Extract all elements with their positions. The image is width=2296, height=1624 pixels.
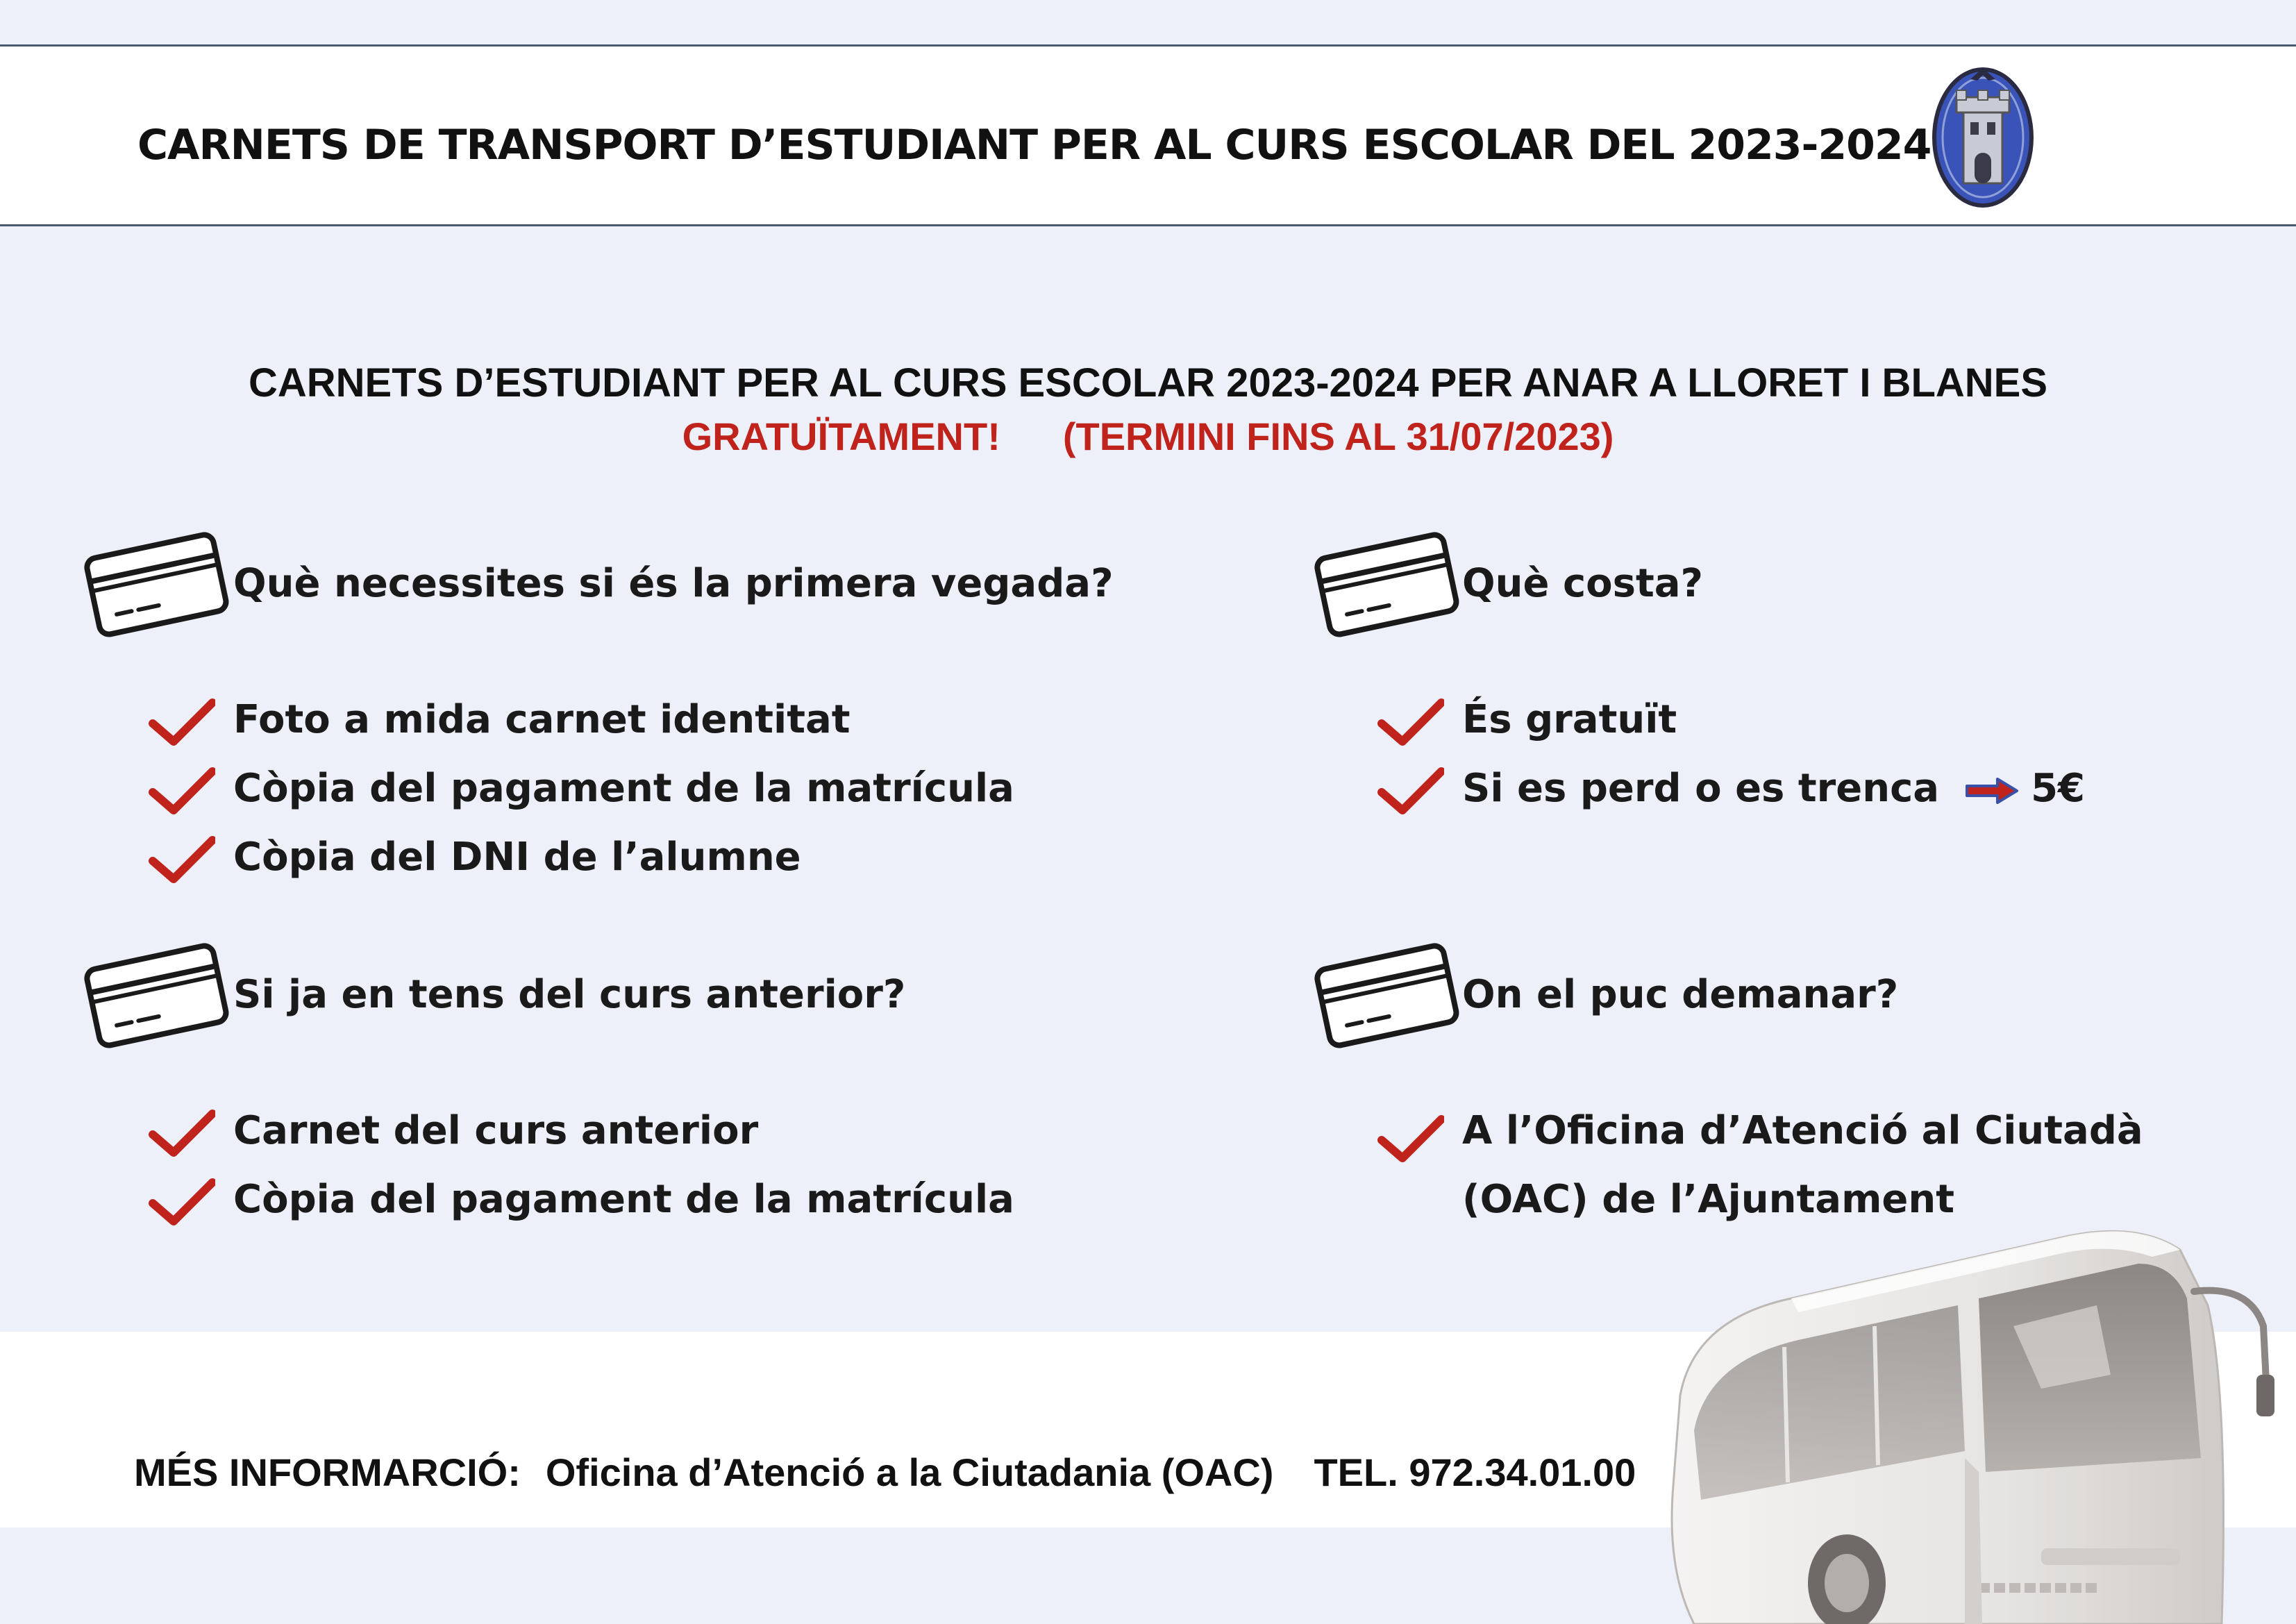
list-item-text: Carnet del curs anterior <box>233 1108 759 1153</box>
list-item-text: (OAC) de l’Ajuntament <box>1462 1177 1955 1222</box>
check-icon <box>1377 766 1444 814</box>
municipal-crest-icon <box>1929 58 2037 210</box>
section-heading: On el puc demanar? <box>1462 972 1899 1017</box>
list-item-text: Foto a mida carnet identitat <box>233 697 850 742</box>
footer-office: Oficina d’Atenció a la Ciutadania (OAC) <box>545 1450 1274 1494</box>
footer-phone: TEL. 972.34.01.00 <box>1314 1450 1636 1494</box>
subtitle-highlight <box>0 414 2296 459</box>
lost-or-broken-text: Si es perd o es trenca <box>1462 766 1940 811</box>
check-icon <box>1377 697 1444 746</box>
card-icon <box>83 528 229 639</box>
footer-label: MÉS INFORMARCIÓ: <box>134 1450 521 1494</box>
card-icon <box>1314 528 1459 639</box>
footer-info <box>134 1450 1636 1495</box>
replacement-price: 5€ <box>2031 766 2086 811</box>
page-title: CARNETS DE TRANSPORT D’ESTUDIANT PER AL CURS ESCOLAR DEL 2023-2024 <box>137 121 1932 169</box>
arrow-right-icon <box>1966 777 2018 805</box>
list-item-text: Còpia del pagament de la matrícula <box>233 766 1014 811</box>
list-item-text <box>1462 766 2085 811</box>
check-icon <box>149 1177 215 1225</box>
check-icon <box>149 1108 215 1157</box>
list-item-text: És gratuït <box>1462 697 1677 742</box>
list-item-text: Còpia del pagament de la matrícula <box>233 1177 1014 1222</box>
section-heading: Què costa? <box>1462 561 1703 606</box>
section-heading: Si ja en tens del curs anterior? <box>233 972 906 1017</box>
check-icon <box>149 835 215 883</box>
card-icon <box>83 939 229 1050</box>
free-label: GRATUÏTAMENT! <box>682 415 1000 458</box>
list-item-text: A l’Oficina d’Atenció al Ciutadà <box>1462 1108 2143 1153</box>
section-heading: Què necessites si és la primera vegada? <box>233 561 1114 606</box>
card-icon <box>1314 939 1459 1050</box>
subtitle-line: CARNETS D’ESTUDIANT PER AL CURS ESCOLAR 2023-2024 PER ANAR A LLORET I BLANES <box>248 360 2048 405</box>
deadline-label: (TERMINI FINS AL 31/07/2023) <box>1062 415 1614 458</box>
bus-illustration <box>1652 1222 2296 1624</box>
check-icon <box>1377 1114 1444 1162</box>
list-item-text: Còpia del DNI de l’alumne <box>233 835 801 880</box>
check-icon <box>149 697 215 746</box>
check-icon <box>149 766 215 814</box>
